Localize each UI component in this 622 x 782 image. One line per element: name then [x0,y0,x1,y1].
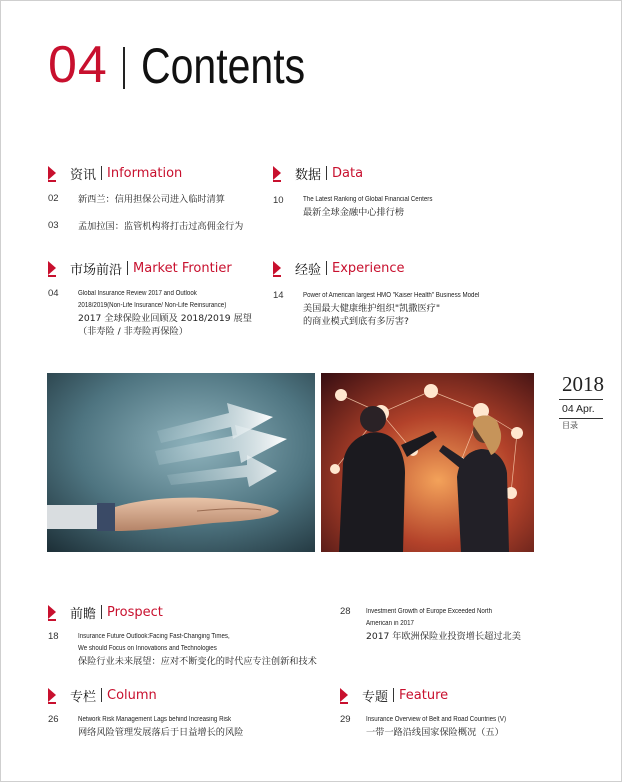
section-title-cn: 前瞻 [70,606,97,622]
hand-arrows-image [47,373,315,552]
section-divider [326,166,327,180]
issue-number: 04 [48,36,108,94]
section-arrow-icon [273,261,281,275]
entry-title-en: American in 2017 [366,620,414,627]
entry-title-cn: 网络风险管理发展落后于日益增长的风险 [78,727,244,738]
page-number: 29 [340,714,351,725]
page-number: 14 [273,290,284,301]
contents-label: 目录 [562,421,578,430]
entry-title-cn: 最新全球金融中心排行榜 [303,207,405,218]
toc-entry[interactable] [48,220,268,233]
entry-title-cn: 一带一路沿线国家保险概况（五） [366,727,504,738]
section-title-cn: 资讯 [70,167,97,183]
issue-divider [559,418,603,419]
business-network-image [321,373,534,552]
header-divider [123,47,125,89]
issue-month: 04 Apr. [562,403,595,415]
section-heading-experience [273,258,405,278]
section-heading-data [273,163,363,183]
section-heading-column [48,685,157,705]
page-number: 10 [273,195,284,206]
section-title-cn: 市场前沿 [70,262,123,278]
section-title-en: Feature [399,687,449,703]
entry-title-cn: 的商业模式到底有多厉害? [303,316,409,327]
section-arrow-icon [340,688,348,702]
page-number: 02 [48,193,59,204]
entry-title-en: Insurance Overview of Belt and Road Countries (V) [366,716,507,723]
toc-entry[interactable] [340,606,570,643]
section-divider [326,261,327,275]
entry-title-en: We should Focus on Innovations and Technologies [78,645,217,652]
section-title-cn: 专栏 [70,689,97,705]
entry-title-cn: 新西兰：信用担保公司进入临时清算 [78,194,225,205]
page-number: 03 [48,220,59,231]
toc-entry[interactable] [48,714,328,739]
toc-entry[interactable] [340,714,570,739]
section-title-en: Data [332,165,364,181]
section-divider [101,605,102,619]
entry-title-en: Global Insurance Review 2017 and Outlook [78,290,197,297]
page-number: 04 [48,288,59,299]
section-arrow-icon [273,166,281,180]
entry-title-en: The Latest Ranking of Global Financial Centers [303,196,433,203]
section-heading-prospect [48,602,163,622]
toc-entry[interactable] [273,290,533,328]
page-number: 18 [48,631,59,642]
toc-entry[interactable] [48,193,268,206]
section-arrow-icon [48,261,56,275]
section-title-en: Market Frontier [133,260,232,276]
section-divider [127,261,128,275]
entry-title-cn: 美国最大健康维护组织"凯撒医疗" [303,303,441,314]
section-divider [101,688,102,702]
section-title-en: Information [107,165,183,181]
section-arrow-icon [48,688,56,702]
issue-divider [559,399,603,400]
section-heading-feature [340,685,448,705]
section-heading-information [48,163,182,183]
page-number: 28 [340,606,351,617]
entry-title-en: Power of American largest HMO "Kaiser Health" Business Model [303,292,480,299]
section-divider [393,688,394,702]
photo-hand-arrows [47,373,315,552]
entry-title-cn: （非寿险 / 非寿险再保险） [78,326,188,337]
photo-business-network [321,373,534,552]
section-title-en: Experience [332,260,405,276]
page-title: Contents [141,38,306,94]
toc-entry[interactable] [48,288,268,338]
section-title-cn: 数据 [295,167,322,183]
entry-title-cn: 2017 年欧洲保险业投资增长超过北美 [366,631,521,642]
toc-entry[interactable] [48,631,338,668]
entry-title-cn: 2017 全球保险业回顾及 2018/2019 展望 [78,313,252,324]
section-divider [101,166,102,180]
section-title-en: Prospect [107,604,163,620]
entry-title-en: Insurance Future Outlook:Facing Fast-Changing Times, [78,633,230,640]
entry-title-cn: 孟加拉国：监管机构将打击过高佣金行为 [78,221,244,232]
entry-title-en: Network Risk Management Lags behind Increasing Risk [78,716,232,723]
page-number: 26 [48,714,59,725]
entry-title-en: Investment Growth of Europe Exceeded North [366,608,493,615]
entry-title-en: 2018/2019(Non-Life Insurance/ Non-Life Reinsurance) [78,302,227,309]
section-arrow-icon [48,605,56,619]
section-heading-market-frontier [48,258,232,278]
section-title-en: Column [107,687,157,703]
entry-title-cn: 保险行业未来展望：应对不断变化的时代应专注创新和技术 [78,656,317,667]
toc-entry[interactable] [273,194,523,219]
issue-year: 2018 [562,372,604,396]
section-title-cn: 经验 [295,262,322,278]
section-title-cn: 专题 [362,689,389,705]
section-arrow-icon [48,166,56,180]
